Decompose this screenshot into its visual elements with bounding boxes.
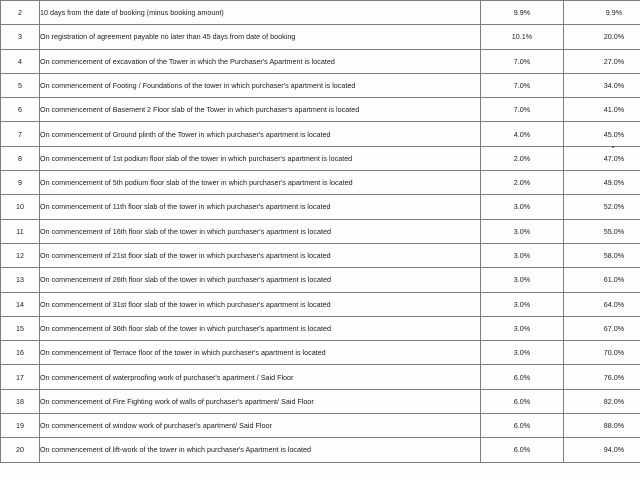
row-percent: 7.0% bbox=[481, 49, 564, 73]
row-number: 4 bbox=[1, 49, 40, 73]
row-cumulative: 76.0% bbox=[564, 365, 640, 389]
row-cumulative: 45.0% bbox=[564, 122, 640, 146]
table-row bbox=[1, 243, 640, 267]
table-row bbox=[1, 122, 640, 146]
row-cumulative: 64.0% bbox=[564, 292, 640, 316]
row-cumulative: 70.0% bbox=[564, 341, 640, 365]
row-percent: 3.0% bbox=[481, 316, 564, 340]
row-cumulative: 67.0% bbox=[564, 316, 640, 340]
row-cumulative: 55.0% bbox=[564, 219, 640, 243]
row-description: On commencement of waterproofing work of purchaser's apartment / Said Floor bbox=[40, 365, 481, 389]
row-description: On commencement of 11th floor slab of the tower in which purchaser's apartment is located bbox=[40, 195, 481, 219]
table-row bbox=[1, 292, 640, 316]
row-percent: 9.9% bbox=[481, 1, 564, 25]
table-row bbox=[1, 438, 640, 462]
table-row bbox=[1, 365, 640, 389]
table-row bbox=[1, 98, 640, 122]
row-description: On commencement of Fire Fighting work of walls of purchaser's apartment/ Said Floor bbox=[40, 389, 481, 413]
row-cumulative: 47.0% bbox=[564, 146, 640, 170]
row-number: 10 bbox=[1, 195, 40, 219]
row-number: 16 bbox=[1, 341, 40, 365]
table-row bbox=[1, 195, 640, 219]
table-row bbox=[1, 389, 640, 413]
row-percent: 3.0% bbox=[481, 243, 564, 267]
row-percent: 2.0% bbox=[481, 171, 564, 195]
row-description: On registration of agreement payable no later than 45 days from date of booking bbox=[40, 25, 481, 49]
table-row bbox=[1, 268, 640, 292]
row-percent: 4.0% bbox=[481, 122, 564, 146]
row-cumulative: 49.0% bbox=[564, 171, 640, 195]
scan-speck bbox=[612, 146, 614, 148]
row-percent: 6.0% bbox=[481, 414, 564, 438]
row-cumulative: 20.0% bbox=[564, 25, 640, 49]
row-description: On commencement of excavation of the Tower in which the Purchaser's Apartment is located bbox=[40, 49, 481, 73]
row-number: 19 bbox=[1, 414, 40, 438]
row-cumulative: 88.0% bbox=[564, 414, 640, 438]
row-percent: 7.0% bbox=[481, 98, 564, 122]
row-number: 14 bbox=[1, 292, 40, 316]
row-number: 18 bbox=[1, 389, 40, 413]
row-description: On commencement of window work of purchaser's apartment/ Said Floor bbox=[40, 414, 481, 438]
row-number: 6 bbox=[1, 98, 40, 122]
row-percent: 3.0% bbox=[481, 195, 564, 219]
table-row bbox=[1, 341, 640, 365]
row-percent: 6.0% bbox=[481, 389, 564, 413]
row-cumulative: 52.0% bbox=[564, 195, 640, 219]
table-row bbox=[1, 25, 640, 49]
row-description: 10 days from the date of booking (minus booking amount) bbox=[40, 1, 481, 25]
row-number: 5 bbox=[1, 73, 40, 97]
row-description: On commencement of 5th podium floor slab of the tower in which purchaser's apartment is located bbox=[40, 171, 481, 195]
row-number: 7 bbox=[1, 122, 40, 146]
row-description: On commencement of Basement 2 Floor slab of the Tower in which purchaser's apartment is located bbox=[40, 98, 481, 122]
table-row bbox=[1, 171, 640, 195]
row-cumulative: 27.0% bbox=[564, 49, 640, 73]
row-cumulative: 9.9% bbox=[564, 1, 640, 25]
row-cumulative: 82.0% bbox=[564, 389, 640, 413]
row-description: On commencement of Footing / Foundations of the tower in which purchaser's apartment is located bbox=[40, 73, 481, 97]
row-number: 2 bbox=[1, 1, 40, 25]
row-percent: 3.0% bbox=[481, 292, 564, 316]
row-number: 11 bbox=[1, 219, 40, 243]
row-number: 8 bbox=[1, 146, 40, 170]
row-number: 15 bbox=[1, 316, 40, 340]
row-number: 20 bbox=[1, 438, 40, 462]
row-description: On commencement of 16th floor slab of the tower in which purchaser's apartment is located bbox=[40, 219, 481, 243]
row-percent: 2.0% bbox=[481, 146, 564, 170]
row-percent: 3.0% bbox=[481, 341, 564, 365]
row-cumulative: 34.0% bbox=[564, 73, 640, 97]
row-percent: 7.0% bbox=[481, 73, 564, 97]
row-description: On commencement of 36th floor slab of the tower in which purchaser's apartment is located bbox=[40, 316, 481, 340]
table-row bbox=[1, 316, 640, 340]
row-description: On commencement of 31st floor slab of the tower in which purchaser's apartment is located bbox=[40, 292, 481, 316]
row-number: 17 bbox=[1, 365, 40, 389]
row-number: 13 bbox=[1, 268, 40, 292]
row-percent: 10.1% bbox=[481, 25, 564, 49]
row-percent: 3.0% bbox=[481, 219, 564, 243]
table-row bbox=[1, 73, 640, 97]
row-description: On commencement of Terrace floor of the tower in which purchaser's apartment is located bbox=[40, 341, 481, 365]
table-row bbox=[1, 1, 640, 25]
row-description: On commencement of Ground plinth of the Tower in which purchaser's apartment is located bbox=[40, 122, 481, 146]
row-cumulative: 58.0% bbox=[564, 243, 640, 267]
table-row bbox=[1, 219, 640, 243]
table-row bbox=[1, 146, 640, 170]
row-description: On commencement of lift-work of the tower in which purchaser's Apartment is located bbox=[40, 438, 481, 462]
row-cumulative: 41.0% bbox=[564, 98, 640, 122]
row-number: 3 bbox=[1, 25, 40, 49]
row-description: On commencement of 21st floor slab of the tower in which purchaser's apartment is located bbox=[40, 243, 481, 267]
row-cumulative: 94.0% bbox=[564, 438, 640, 462]
row-percent: 3.0% bbox=[481, 268, 564, 292]
row-number: 12 bbox=[1, 243, 40, 267]
row-cumulative: 61.0% bbox=[564, 268, 640, 292]
row-percent: 6.0% bbox=[481, 365, 564, 389]
row-description: On commencement of 1st podium floor slab of the tower in which purchaser's apartment is located bbox=[40, 146, 481, 170]
table-row bbox=[1, 414, 640, 438]
row-description: On commencement of 26th floor slab of the tower in which purchaser's apartment is located bbox=[40, 268, 481, 292]
table-row bbox=[1, 49, 640, 73]
row-percent: 6.0% bbox=[481, 438, 564, 462]
row-number: 9 bbox=[1, 171, 40, 195]
